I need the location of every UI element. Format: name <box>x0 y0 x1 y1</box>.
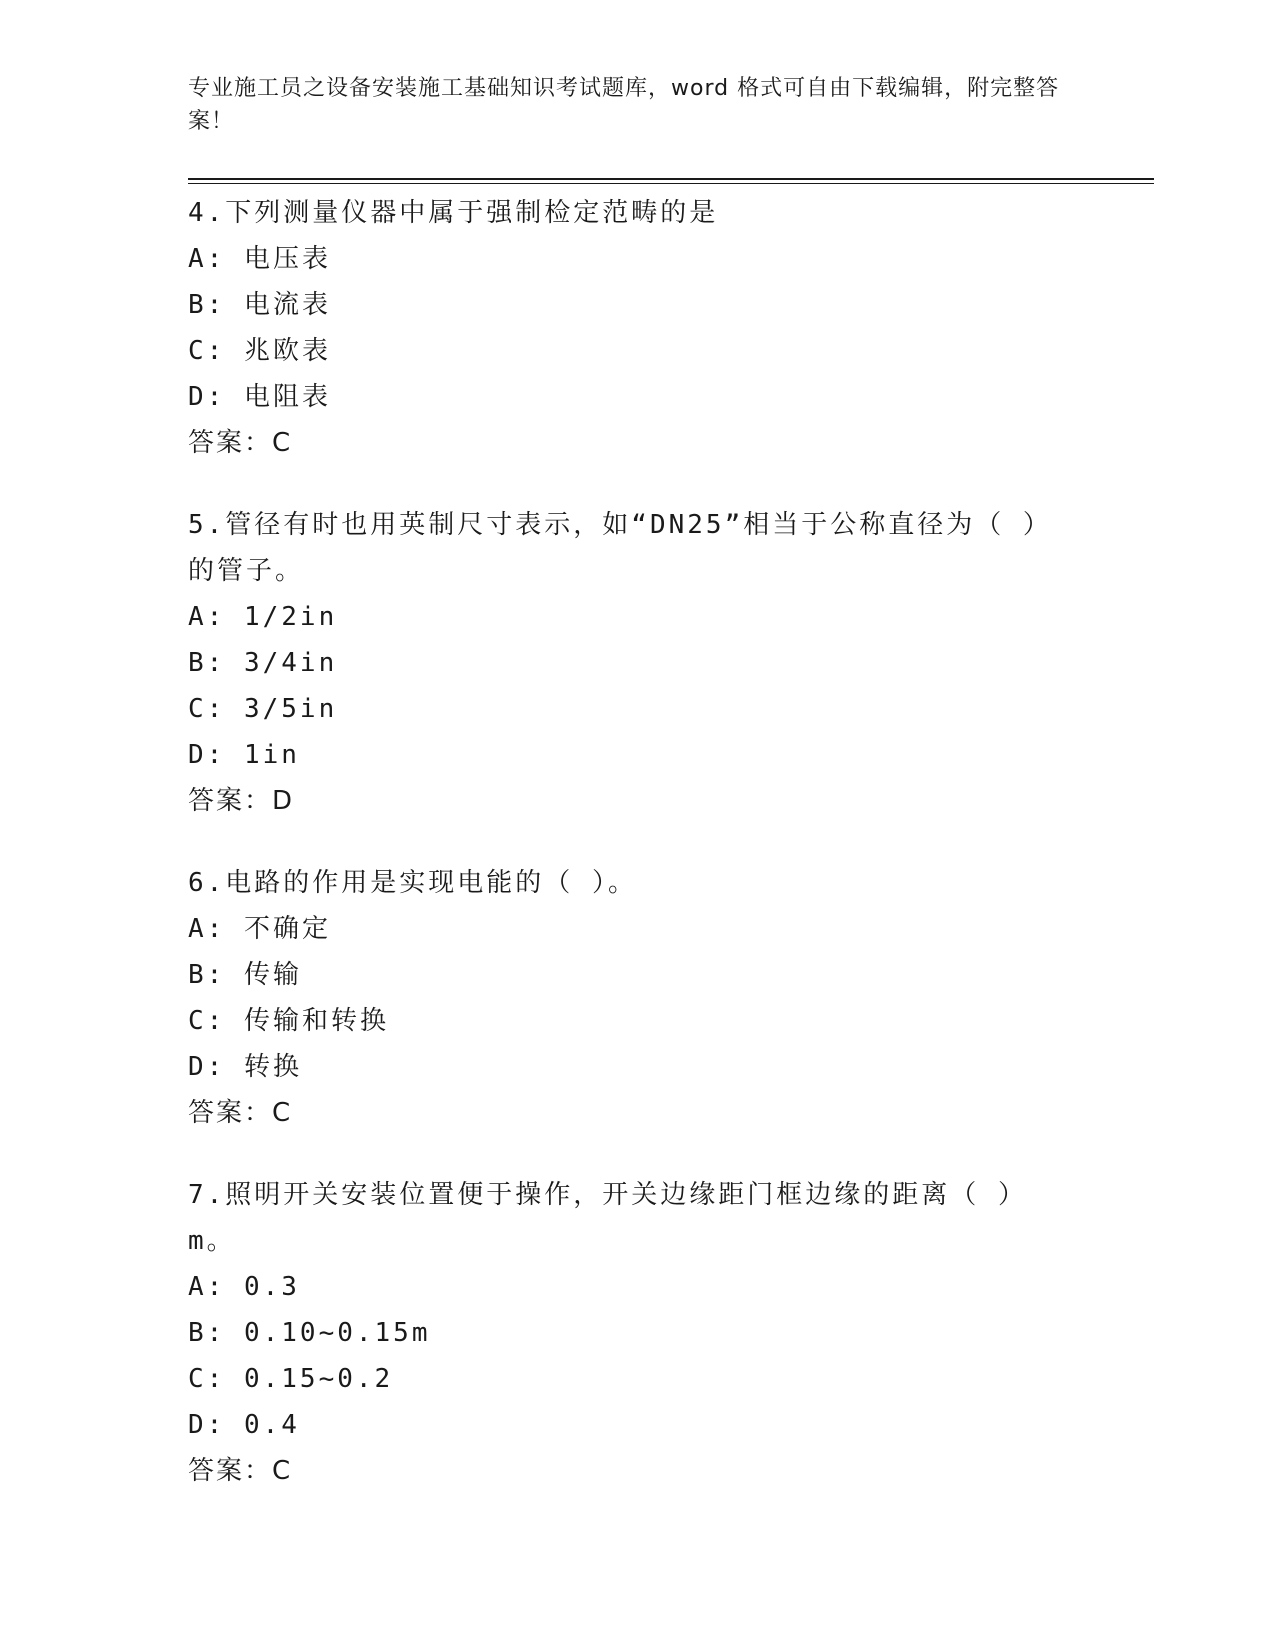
option-a: A: 电压表 <box>188 244 331 274</box>
question-5 <box>188 502 1088 824</box>
answer-label: 答案：C <box>188 428 293 458</box>
option-a: A: 不确定 <box>188 914 331 944</box>
option-d: D: 转换 <box>188 1052 302 1082</box>
document-header: 专业施工员之设备安装施工基础知识考试题库，word 格式可自由下载编辑，附完整答案！ <box>188 76 1060 134</box>
question-6 <box>188 860 1088 1136</box>
question-7 <box>188 1172 1088 1494</box>
option-c: C: 兆欧表 <box>188 336 331 366</box>
option-b: B: 传输 <box>188 960 302 990</box>
question-text: 6.电路的作用是实现电能的（ ）。 <box>188 868 637 898</box>
header-divider-thick <box>188 178 1154 180</box>
option-b: B: 0.10~0.15m <box>188 1318 431 1348</box>
option-a: A: 0.3 <box>188 1272 300 1302</box>
answer-label: 答案：D <box>188 786 295 816</box>
question-text: 4.下列测量仪器中属于强制检定范畴的是 <box>188 198 719 228</box>
header-divider-thin <box>188 183 1154 184</box>
option-c: C: 3/5in <box>188 694 338 724</box>
question-text: 5.管径有时也用英制尺寸表示，如“DN25”相当于公称直径为（ ）的管子。 <box>188 510 1052 586</box>
question-list <box>188 190 1088 1530</box>
option-d: D: 1in <box>188 740 300 770</box>
option-b: B: 3/4in <box>188 648 338 678</box>
option-d: D: 0.4 <box>188 1410 300 1440</box>
answer-label: 答案：C <box>188 1456 293 1486</box>
option-d: D: 电阻表 <box>188 382 331 412</box>
option-c: C: 传输和转换 <box>188 1006 389 1036</box>
option-c: C: 0.15~0.2 <box>188 1364 394 1394</box>
question-text: 7.照明开关安装位置便于操作，开关边缘距门框边缘的距离（ ）m。 <box>188 1180 1027 1256</box>
question-4 <box>188 190 1088 466</box>
answer-label: 答案：C <box>188 1098 293 1128</box>
option-a: A: 1/2in <box>188 602 338 632</box>
option-b: B: 电流表 <box>188 290 331 320</box>
